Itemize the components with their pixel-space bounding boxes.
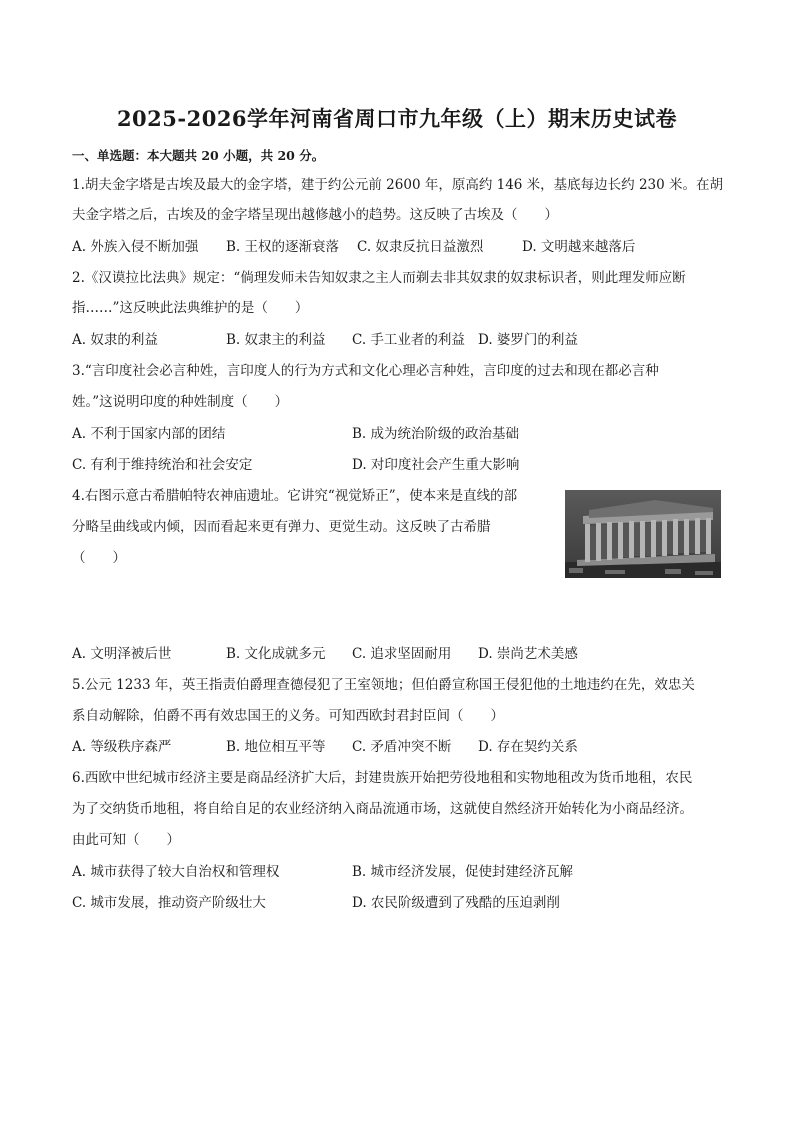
option-d: D. 农民阶级遭到了残酷的压迫剥削 (352, 895, 560, 911)
parthenon-photo (565, 490, 721, 578)
option-d: D. 对印度社会产生重大影响 (352, 457, 520, 473)
option-c: C. 有利于维持统治和社会安定 (72, 457, 253, 473)
question-text-line: 由此可知（ ） (72, 832, 180, 848)
question-text-line: 系自动解除，伯爵不再有效忠国王的义务。可知西欧封君封臣间（ ） (72, 708, 504, 724)
option-a: A. 城市获得了较大自治权和管理权 (72, 864, 280, 880)
option-b: B. 城市经济发展，促使封建经济瓦解 (352, 864, 574, 880)
option-a: A. 等级秩序森严 (72, 739, 172, 755)
question-text-line: 5.公元 1233 年，英王指责伯爵理查德侵犯了王室领地；但伯爵宣称国王侵犯他的土地违约在先，效忠关 (72, 677, 695, 693)
option-b: B. 奴隶主的利益 (226, 332, 326, 348)
option-c: C. 城市发展，推动资产阶级壮大 (72, 895, 266, 911)
option-b: B. 王权的逐渐衰落 (226, 239, 340, 255)
question-text-line: 夫金字塔之后，古埃及的金字塔呈现出越修越小的趋势。这反映了古埃及（ ） (72, 207, 558, 223)
option-c: C. 追求坚固耐用 (352, 646, 452, 662)
option-c: C. 手工业者的利益 (352, 332, 465, 348)
question-text-line: 4.右图示意古希腊帕特农神庙遗址。它讲究“视觉矫正”，使本来是直线的部 (72, 488, 518, 504)
option-d: D. 存在契约关系 (478, 739, 578, 755)
question-text-line: （ ） (72, 550, 126, 566)
question-text-line: 1.胡夫金字塔是古埃及最大的金字塔，建于约公元前 2600 年，原高约 146 米，基底每边长约 230 米。在胡 (72, 177, 724, 193)
option-c: C. 奴隶反抗日益激烈 (357, 239, 484, 255)
option-a: A. 外族入侵不断加强 (72, 239, 199, 255)
option-a: A. 文明泽被后世 (72, 646, 172, 662)
question-text-line: 2.《汉谟拉比法典》规定：“倘理发师未告知奴隶之主人而剃去非其奴隶的奴隶标识者，则此理发师应断 (72, 270, 686, 286)
question-text-line: 指……”这反映此法典维护的是（ ） (72, 300, 309, 316)
section-header: 一、单选题：本大题共 20 小题，共 20 分。 (72, 148, 325, 163)
option-b: B. 成为统治阶级的政治基础 (352, 426, 520, 442)
question-text-line: 姓。”这说明印度的种姓制度（ ） (72, 394, 289, 410)
option-b: B. 地位相互平等 (226, 739, 326, 755)
question-text-line: 3.“言印度社会必言种姓，言印度人的行为方式和文化心理必言种姓，言印度的过去和现在都必言种 (72, 363, 659, 379)
exam-title: 2025-2026学年河南省周口市九年级（上）期末历史试卷 (116, 106, 678, 131)
option-d: D. 婆罗门的利益 (478, 332, 578, 348)
option-a: A. 不利于国家内部的团结 (72, 426, 226, 442)
question-text-line: 分略呈曲线或内倾，因而看起来更有弹力、更觉生动。这反映了古希腊 (72, 519, 491, 535)
question-text-line: 6.西欧中世纪城市经济主要是商品经济扩大后，封建贵族开始把劳役地租和实物地租改为货币地租，农民 (72, 770, 693, 786)
option-d: D. 文明越来越落后 (522, 239, 636, 255)
option-d: D. 崇尚艺术美感 (478, 646, 578, 662)
question-text-line: 为了交纳货币地租，将自给自足的农业经济纳入商品流通市场，这就使自然经济开始转化为小商品经济。 (72, 801, 693, 817)
option-b: B. 文化成就多元 (226, 646, 326, 662)
option-c: C. 矛盾冲突不断 (352, 739, 452, 755)
option-a: A. 奴隶的利益 (72, 332, 158, 348)
